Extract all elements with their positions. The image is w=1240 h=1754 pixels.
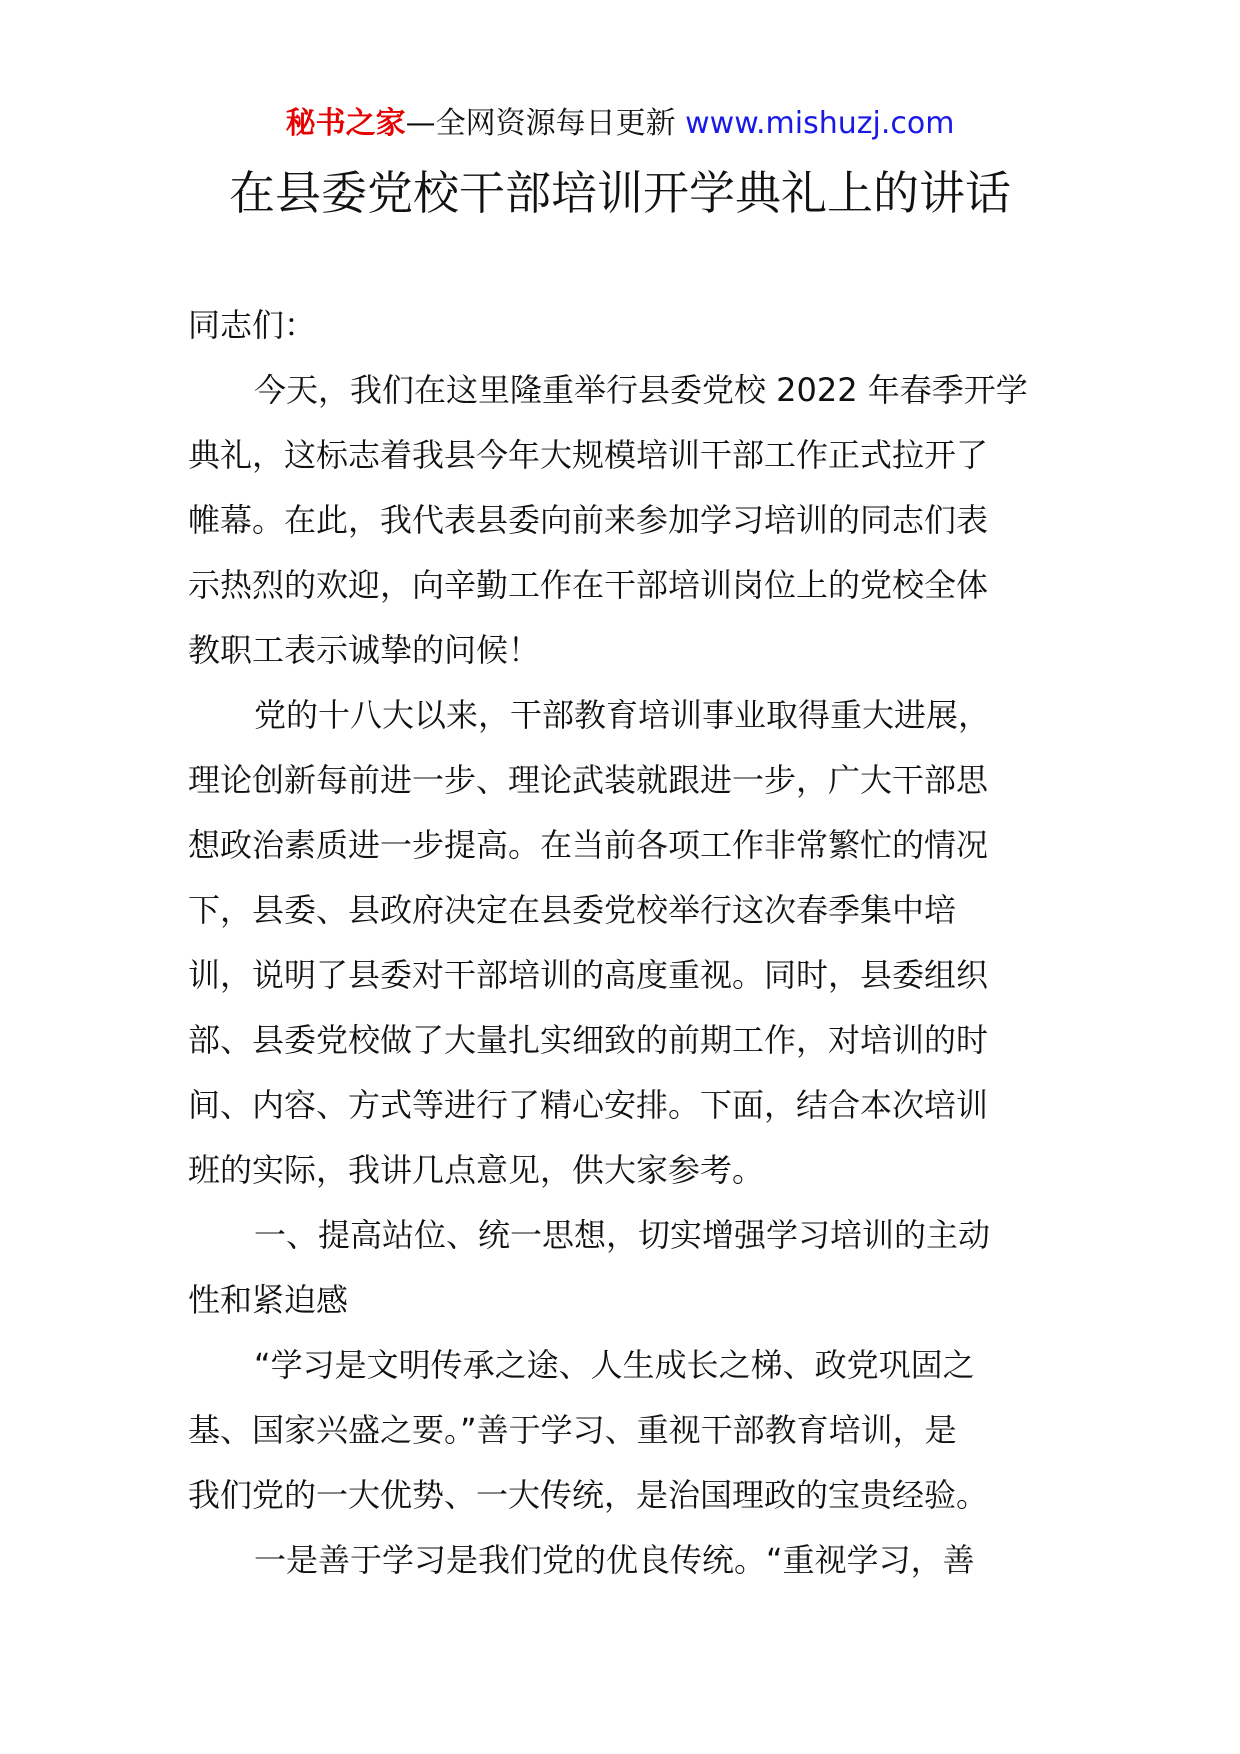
document-body — [188, 293, 1058, 1593]
text-line: 下，县委、县政府决定在县委党校举行这次春季集中培 — [188, 891, 957, 929]
section-heading-line: 一、提高站位、统一思想，切实增强学习培训的主动 — [254, 1216, 991, 1254]
header-tagline: —全网资源每日更新 — [405, 106, 676, 141]
text-line: 典礼，这标志着我县今年大规模培训干部工作正式拉开了 — [188, 436, 989, 474]
text-line: 示热烈的欢迎，向辛勤工作在干部培训岗位上的党校全体 — [188, 566, 989, 604]
text-line: 党的十八大以来，干部教育培训事业取得重大进展， — [254, 696, 991, 734]
site-url-link[interactable]: www.mishuzj.com — [685, 106, 955, 141]
brand-name: 秘书之家 — [285, 106, 406, 141]
section-heading-line: 性和紧迫感 — [188, 1281, 349, 1319]
text-line: 我们党的一大优势、一大传统，是治国理政的宝贵经验。 — [188, 1476, 989, 1514]
text-line: 训，说明了县委对干部培训的高度重视。同时，县委组织 — [188, 956, 989, 994]
text-line: 间、内容、方式等进行了精心安排。下面，结合本次培训 — [188, 1086, 989, 1124]
text-line: 教职工表示诚挚的问候！ — [188, 631, 541, 669]
text-line: “学习是文明传承之途、人生成长之梯、政党巩固之 — [254, 1346, 975, 1384]
text-line: 理论创新每前进一步、理论武装就跟进一步，广大干部思 — [188, 761, 989, 799]
text-line: 班的实际，我讲几点意见，供大家参考。 — [188, 1151, 765, 1189]
text-line: 一是善于学习是我们党的优良传统。“重视学习，善 — [254, 1541, 975, 1579]
text-line: 帷幕。在此，我代表县委向前来参加学习培训的同志们表 — [188, 501, 989, 539]
document-title: 在县委党校干部培训开学典礼上的讲话 — [229, 166, 1011, 220]
site-header — [0, 102, 1240, 146]
text-line: 部、县委党校做了大量扎实细致的前期工作，对培训的时 — [188, 1021, 989, 1059]
text-line: 今天，我们在这里隆重举行县委党校 2022 年春季开学 — [254, 371, 1028, 409]
text-line: 基、国家兴盛之要。”善于学习、重视干部教育培训，是 — [188, 1411, 957, 1449]
text-line: 想政治素质进一步提高。在当前各项工作非常繁忙的情况 — [188, 826, 989, 864]
salutation-line: 同志们： — [188, 306, 317, 344]
